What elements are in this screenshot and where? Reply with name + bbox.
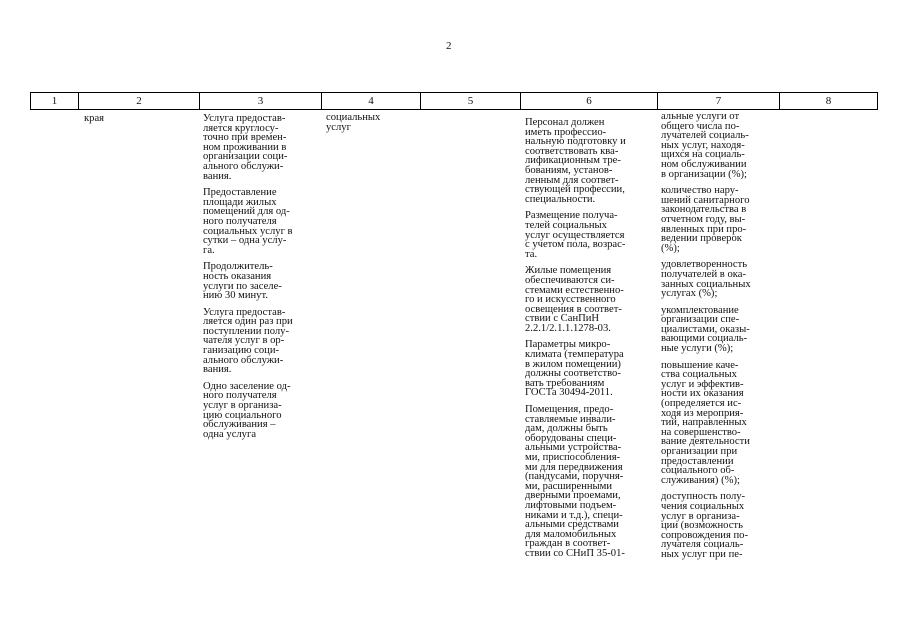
cell-paragraph: края [84,113,105,124]
cell-paragraph: Продолжитель- ность оказания услуги по заселе- нию 30 минут. [203,261,282,302]
header-col-7: 7 [657,93,779,109]
cell-paragraph: альные услуги от общего числа по- лучателей социаль- ных услуг, находя- щихся на социаль- ном обслуживании в организации (%); [661,111,749,180]
column-7-cell [661,112,777,560]
cell-paragraph: повышение каче- ства социальных услуг и эффектив- ности их оказания (определяется ис- ходя из мероприя- тий, направленных на совершенство- вание деятельности организации при предоставлении социального об- служивания) (%); [661,359,750,486]
column-2-cell [84,114,184,124]
cell-paragraph: Жилые помещения обеспечиваются си- стемами естественно- го и искусственного освещения в соответ- ствии с СанПиН 2.2.1/2.1.1.1278-03. [525,265,624,334]
cell-paragraph: Одно заселение од- ного получателя услуг в организа- цию социального обслуживания – одна услуга [203,380,291,440]
header-col-5: 5 [420,93,520,109]
cell-paragraph: Параметры микро- климата (температура в жилом помещении) должны соответство- вать требованиям ГОСТа 30494-2011. [525,339,624,399]
header-col-3: 3 [199,93,321,109]
table-header-row [30,92,878,110]
cell-paragraph: количество нару- шений санитарного законодательства в отчетном году, вы- явленных при про- ведении проверок (%); [661,185,750,254]
services-table [30,92,878,632]
cell-paragraph: удовлетворенность получателей в ока- занных социальных услугах (%); [661,259,751,300]
cell-paragraph: доступность полу- чения социальных услуг в организа- ции (возможность сопровождения по- лучателя социаль- ных услуг при пе- [661,491,748,560]
page-number: 2 [446,40,452,52]
column-3-cell [203,114,319,439]
cell-paragraph: Персонал должен иметь профессио- нальную подготовку и соответствовать ква- лификационным тре- бованиям, установ- ленным для соответ- ствующей профессии, специальности. [525,117,626,205]
column-6-cell [525,118,653,559]
header-col-4: 4 [321,93,420,109]
cell-paragraph: социальных услуг [326,112,381,133]
cell-paragraph: Предоставление площади жилых помещений для од- ного получателя социальных услуг в сутки – одна услу- га. [203,187,293,256]
column-4-cell [326,113,416,132]
header-col-2: 2 [78,93,199,109]
cell-paragraph: Помещения, предо- ставляемые инвали- дам, должны быть оборудованы специ- альными устройства- ми, приспособления- ми для передвижения (пандусами, поручня- ми, расширенными дверными проемами, лифтовыми подъем- никами и т.д.), специ- альными средствами для маломобильных граждан в соответ- ствии со СНиП 35-01- [525,404,625,559]
cell-paragraph: Услуга предостав- ляется круглосу- точно при времен- ном проживании в организации соци- ального обслужи- вания. [203,113,288,182]
header-col-1: 1 [51,95,58,107]
cell-paragraph: укомплектование организации спе- циалистами, оказы- вающими социаль- ные услуги (%); [661,304,750,355]
cell-paragraph: Услуга предостав- ляется один раз при поступлении полу- чателя услуг в ор- ганизацию соци- ального обслужи- вания. [203,306,293,376]
cell-paragraph: Размещение получа- телей социальных услуг осуществляется с учетом пола, возрас- та. [525,210,626,260]
header-col-6: 6 [520,93,657,109]
header-col-8: 8 [779,93,877,109]
